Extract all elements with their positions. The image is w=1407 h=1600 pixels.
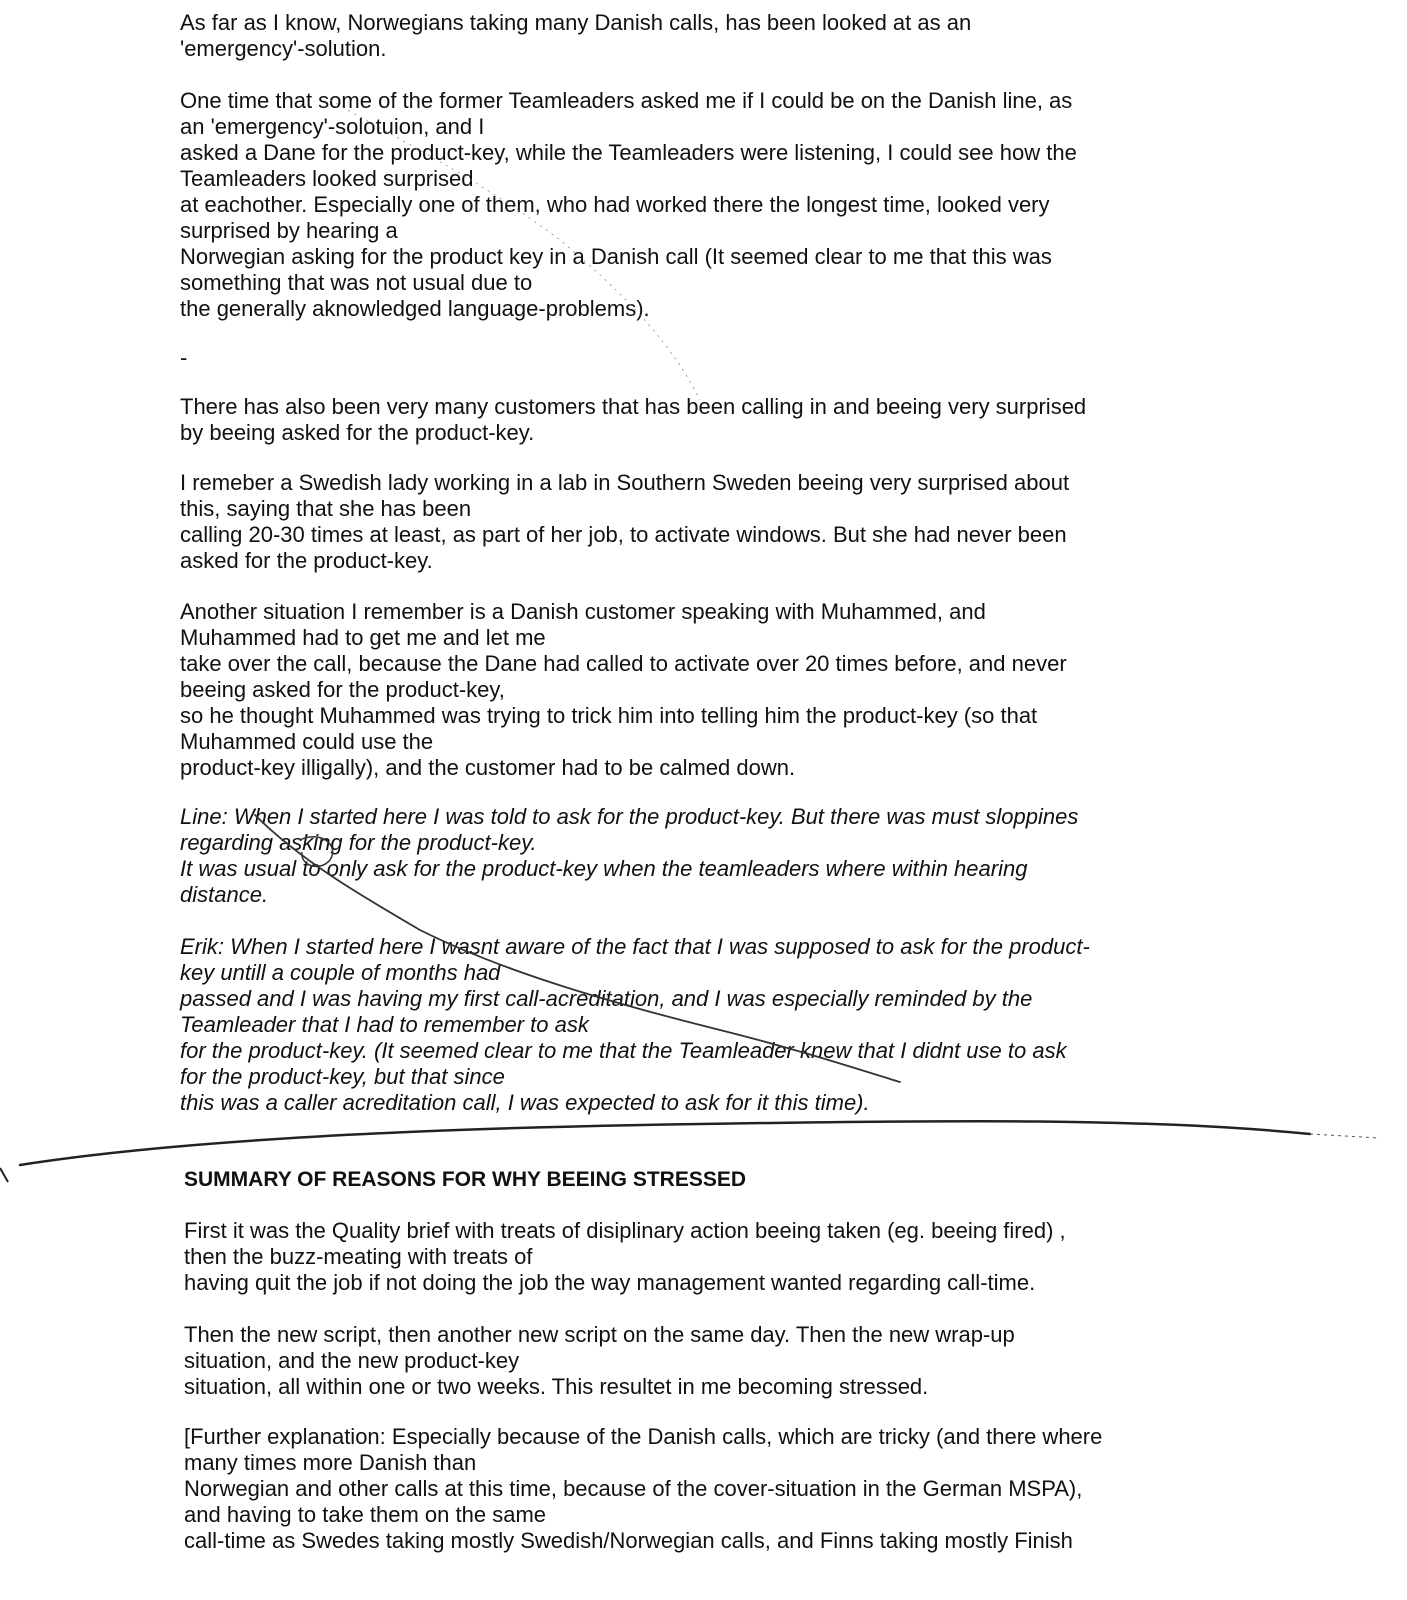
paragraph-teamleaders-surprised: One time that some of the former Teamleaders asked me if I could be on the Danish line, as an 'emergency'-solotuion, and I asked a Dane for the product-key, while the Teamleaders were listening, I could see how the Teamleaders looked surprised at eachother. Especially one of them, who had worked there the longest time, looked very surprised by hearing a Norwegian asking for the product key in a Danish call (It seemed clear to me that this was something that was not usual due to the generally aknowledged language-problems). [180,88,1077,321]
paragraph-swedish-lady: I remeber a Swedish lady working in a lab in Southern Sweden beeing very surprised about this, saying that she has been calling 20-30 times at least, as part of her job, to activate windows. But she had never been asked for the product-key. [180,470,1070,573]
pen-underline-stroke [20,1121,1310,1165]
paragraph-erik-statement: Erik: When I started here I wasnt aware of the fact that I was supposed to ask for the product- key untill a couple of months had passed and I was having my first call-acreditation, and I was especially reminded by the Teamleader that I had to remember to ask for the product-key. (It seemed clear to me that the Teamleader knew that I didnt use to ask for the product-key, but that since this was a caller acreditation call, I was expected to ask for it this time). [180,934,1090,1115]
dash-separator: - [180,345,188,370]
paragraph-danish-customer: Another situation I remember is a Danish customer speaking with Muhammed, and Muhammed had to get me and let me take over the call, because the Dane had called to activate over 20 times before, and never beeing asked for the product-key, so he thought Muhammed was trying to trick him into telling him the product-key (so that Muhammed could use the product-key illigally), and the customer had to be calmed down. [180,599,1067,780]
paragraph-new-script: Then the new script, then another new script on the same day. Then the new wrap-up situation, and the new product-key situation, all within one or two weeks. This resultet in me becoming stressed. [184,1322,1015,1399]
paragraph-customers-surprised: There has also been very many customers that has been calling in and beeing very surprised by beeing asked for the product-key. [180,394,1087,445]
pen-hook-mark [0,1168,8,1182]
paragraph-line-statement: Line: When I started here I was told to ask for the product-key. But there was must sloppines regarding asking for the product-key. It was usual to only ask for the product-key when the teamleaders where within hearing distance. [180,804,1079,907]
paragraph-further-explanation: [Further explanation: Especially because of the Danish calls, which are tricky (and there where many times more Danish than Norwegian and other calls at this time, because of the cover-situation in the German MSPA), and having to take them on the same call-time as Swedes taking mostly Swedish/Norwegian calls, and Finns taking mostly Finish [184,1424,1103,1553]
paragraph-emergency-solution: As far as I know, Norwegians taking many Danish calls, has been looked at as an 'emergency'-solution. [180,10,972,61]
section-heading-summary: SUMMARY OF REASONS FOR WHY BEEING STRESSED [184,1168,747,1191]
pen-underline-tail [1310,1134,1380,1138]
paragraph-quality-brief: First it was the Quality brief with treats of disiplinary action beeing taken (eg. beeing fired) , then the buzz-meating with treats of having quit the job if not doing the job the way management wanted regarding call-time. [184,1218,1066,1295]
